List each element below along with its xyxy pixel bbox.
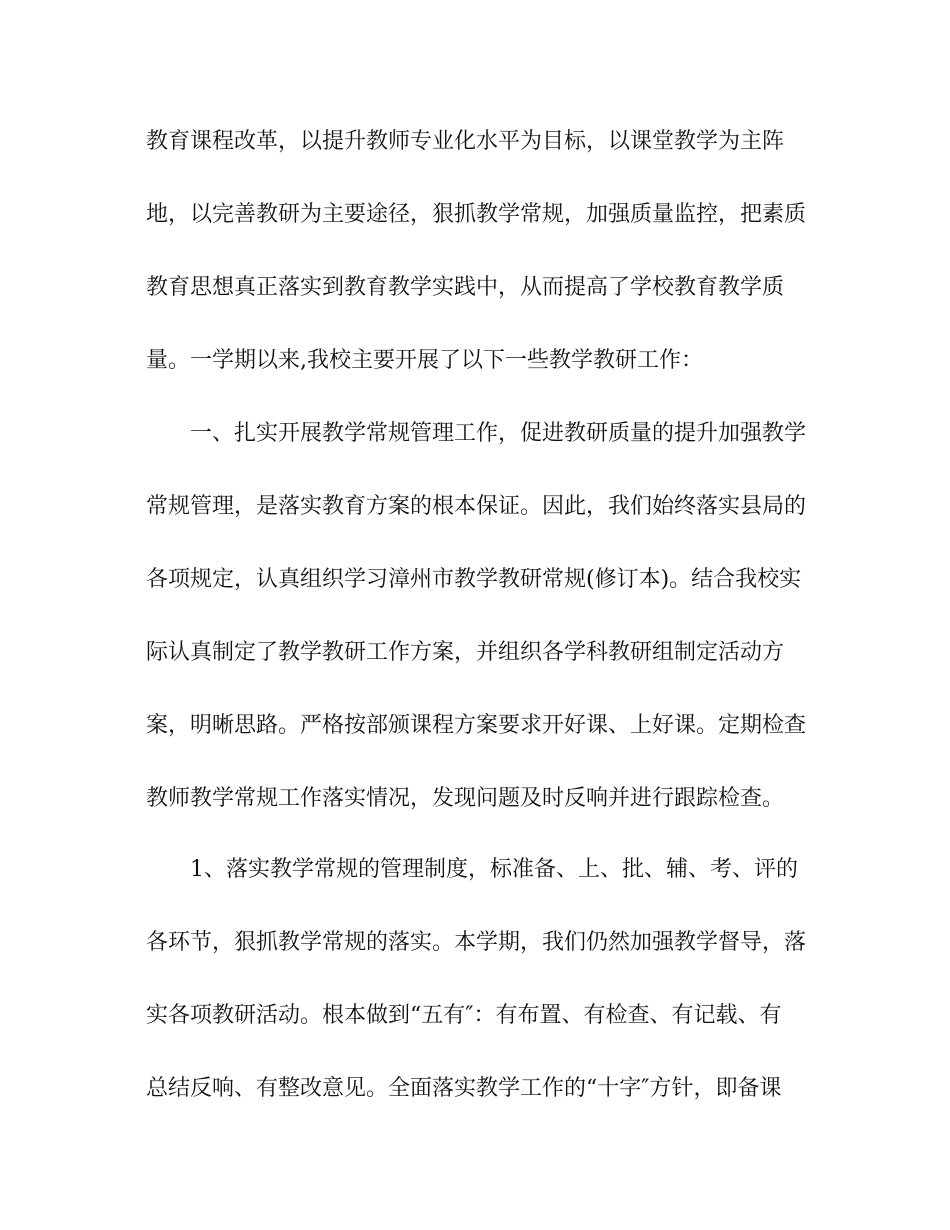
paragraph-line: 教育课程改革，以提升教师专业化水平为目标，以课堂教学为主阵 [146,129,785,154]
paragraph-line: 地，以完善教研为主要途径，狠抓教学常规，加强质量监控，把素质 [146,202,806,227]
numbered-item-line: 1、落实教学常规的管理制度，标准备、上、批、辅、考、评的 [190,857,798,882]
paragraph-line: 实各项教研活动。根本做到“五有″：有布置、有检查、有记载、有 [146,1003,782,1028]
paragraph-line: 量。一学期以来,我校主要开展了以下一些教学教研工作： [146,348,703,373]
paragraph-line: 各环节，狠抓教学常规的落实。本学期，我们仍然加强教学督导，落 [146,930,806,955]
paragraph-line: 际认真制定了教学教研工作方案，并组织各学科教研组制定活动方 [146,640,785,665]
paragraph-line: 教育思想真正落实到教育教学实践中，从而提高了学校教育教学质 [146,275,785,300]
paragraph-line: 总结反响、有整改意见。全面落实教学工作的“十字″方针，即备课 [146,1076,782,1101]
paragraph-line: 常规管理，是落实教育方案的根本保证。因此，我们始终落实县局的 [146,494,806,519]
paragraph-line: 各项规定，认真组织学习漳州市教学教研常规(修订本)。结合我校实 [146,567,802,592]
paragraph-line: 案，明晰思路。严格按部颁课程方案要求开好课、上好课。定期检查 [146,713,806,738]
section-heading-line: 一、扎实开展教学常规管理工作，促进教研质量的提升加强教学 [190,421,806,446]
paragraph-line: 教师教学常规工作落实情况，发现问题及时反响并进行跟踪检查。 [146,786,785,811]
